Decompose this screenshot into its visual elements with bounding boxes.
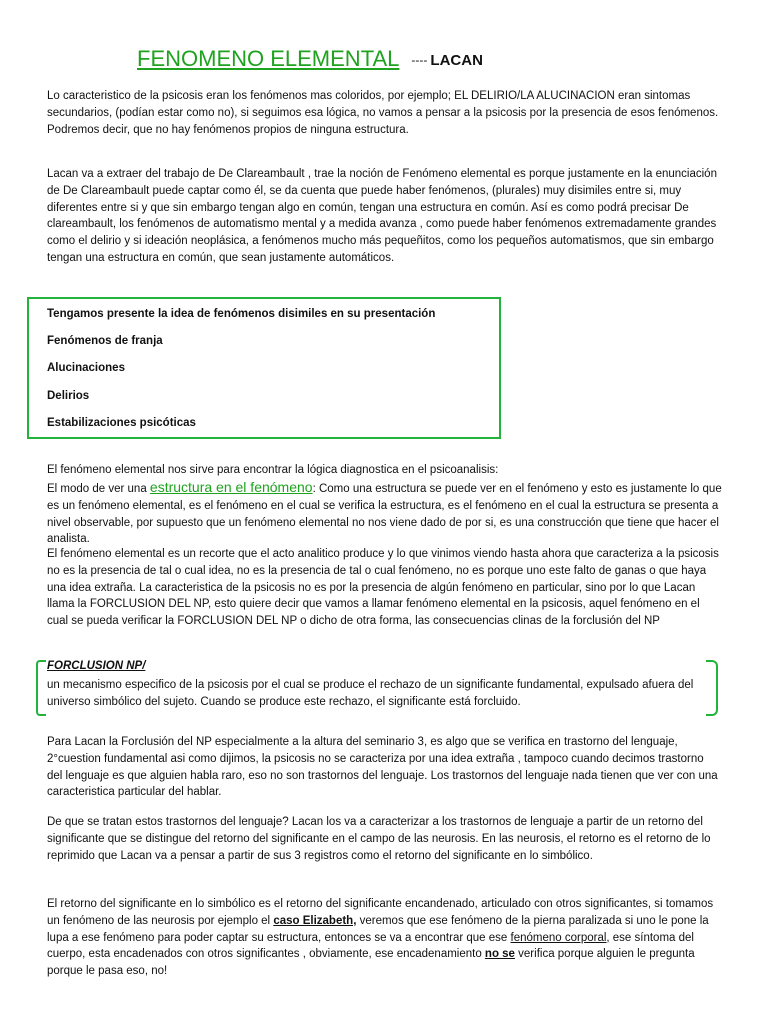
forclusion-definition: un mecanismo especifico de la psicosis por el cual se produce el rechazo de un significante fundamental, expulsado afuera del universo simbólico del sujeto. Cuando se produce este rechazo, el significante está forcluido. xyxy=(47,679,694,708)
structure-text-before: El modo de ver una xyxy=(47,483,150,495)
fenomeno-corporal: fenómeno corporal, xyxy=(510,931,610,944)
title-author: LACAN xyxy=(430,52,483,69)
structure-text-after: : Como una estructura se puede ver en el fenómeno y esto es justamente lo que es un fenómeno elemental, es el fenómeno en el cual se verifica la estructura, es el fenómeno en el cual la estructura se presenta a nivel observable, por supuesto que un fenómeno elemental no nos viene dado de por si, es una construcción que tiene que hacer el analista. xyxy=(47,483,722,546)
paragraph-intro xyxy=(47,88,722,138)
bracket-left xyxy=(36,660,46,716)
paragraph-structure xyxy=(47,479,722,548)
box-item-estabilizaciones: Estabilizaciones psicóticas xyxy=(47,417,196,429)
paragraph-recorte: El fenómeno elemental es un recorte que el acto analitico produce y lo que vinimos viendo hasta ahora que caracteriza a la psicosis no es la presencia de tal o cual idea, no es la presencia de tal o cual fenómeno, no es porque uno este falto de ganas o que haya una idea extraña. La caracteristica de la psicosis no es por la presencia de algún fenómeno en particular, sino por lo que Lacan llama la FORCLUSION DEL NP, esto quiere decir que vamos a llamar fenómeno elemental en la psicosis, aquel fenómeno en el cual se pueda verificar la FORCLUSION DEL NP o dicho de otra forma, las consecuencias clinas de la forclusión del NP xyxy=(47,548,719,628)
retorno-text-2: veremos que ese fenómeno de la pierna paralizada si uno le pone la lupa a ese fenómeno para poder captar su estructura, entonces se va a encontrar que ese xyxy=(47,914,709,944)
retorno-text-4: verifica porque alguien le pregunta porque le pasa eso, no! xyxy=(47,948,695,978)
title-main: FENOMENO ELEMENTAL xyxy=(137,46,400,71)
paragraph-diagnostic: El fenómeno elemental nos sirve para encontrar la lógica diagnostica en el psicoanalisis: xyxy=(47,464,499,476)
box-item-alucinaciones: Alucinaciones xyxy=(47,362,125,374)
retorno-text-3: ese síntoma del cuerpo, esta encadenados con otros significantes , obviamente, ese encadenamiento xyxy=(47,931,694,961)
box-item-franja: Fenómenos de franja xyxy=(47,335,163,347)
paragraph-clareambault: Lacan va a extraer del trabajo de De Clareambault , trae la noción de Fenómeno elemental es porque justamente en la enunciación de De Clareambault puede captar como él, se da cuenta que puede haber fenómenos, (plurales) muy disimiles entre si, muy diferentes entre si y que sin embargo tengan algo en común, tengan una estructura en común. Así es como podrá precisar De clareambault, los fenómenos de automatismo mental y a medida avanza , como puede haber fenómenos extremadamente grandes como el delirio y si ideación neoplásica, a fenómenos mucho más pequeñitos, como los pequeños automatismos, que sin embargo tengan una estructura en común, que sean justamente automáticos. xyxy=(47,168,717,264)
box-item-delirios: Delirios xyxy=(47,390,90,402)
box-item-intro: Tengamos presente la idea de fenómenos disimiles en su presentación xyxy=(47,308,436,320)
title-dashes: ---- xyxy=(411,53,428,67)
retorno-text-1: El retorno del significante en lo simbólico es el retorno del significante encandenado, articulado con otros significantes, si tomamos un fenómeno de las neurosis por ejemplo el xyxy=(47,898,714,927)
paragraph-retorno xyxy=(47,896,722,980)
no-se: no se xyxy=(484,948,515,961)
caso-elizabeth: caso Elizabeth, xyxy=(273,914,357,927)
paragraph-intro-text: Lo caracteristico de la psicosis eran los fenómenos mas coloridos, por ejemplo; EL DELIRIO/LA ALUCINACION eran sintomas secundarios, (podían estar como no), si seguimos esa lógica, no vamos a pensar a la psicosis por la presencia de esos fenómenos. xyxy=(47,90,719,119)
forclusion-heading: FORCLUSION NP/ xyxy=(47,660,146,672)
paragraph-intro-conclusion: Podremos decir, que no hay fenómenos propios de ninguna estructura. xyxy=(47,123,409,136)
paragraph-trastornos: De que se tratan estos trastornos del lenguaje? Lacan los va a caracterizar a los trastornos de lenguaje a partir de un retorno del significante que se distingue del retorno del significante en el campo de las neurosis. En las neurosis, el retorno es el retorno de lo reprimido que Lacan va a pensar a partir de sus 3 registros como el retorno del significante en lo simbólico. xyxy=(47,816,711,862)
document-title xyxy=(137,46,483,72)
paragraph-lenguaje: Para Lacan la Forclusión del NP especialmente a la altura del seminario 3, es algo que se verifica en trastorno del lenguaje, 2°cuestion fundamental asi como dijimos, la psicosis no se caracteriza por una idea extraña , tampoco cuando decimos trastorno del lenguaje es que alguien habla raro, eso no son trastornos del lenguaje. Los trastornos del lenguaje nada tienen que ver con una caracteristica particular del hablar. xyxy=(47,736,718,799)
structure-term: estructura en el fenómeno xyxy=(149,479,313,495)
